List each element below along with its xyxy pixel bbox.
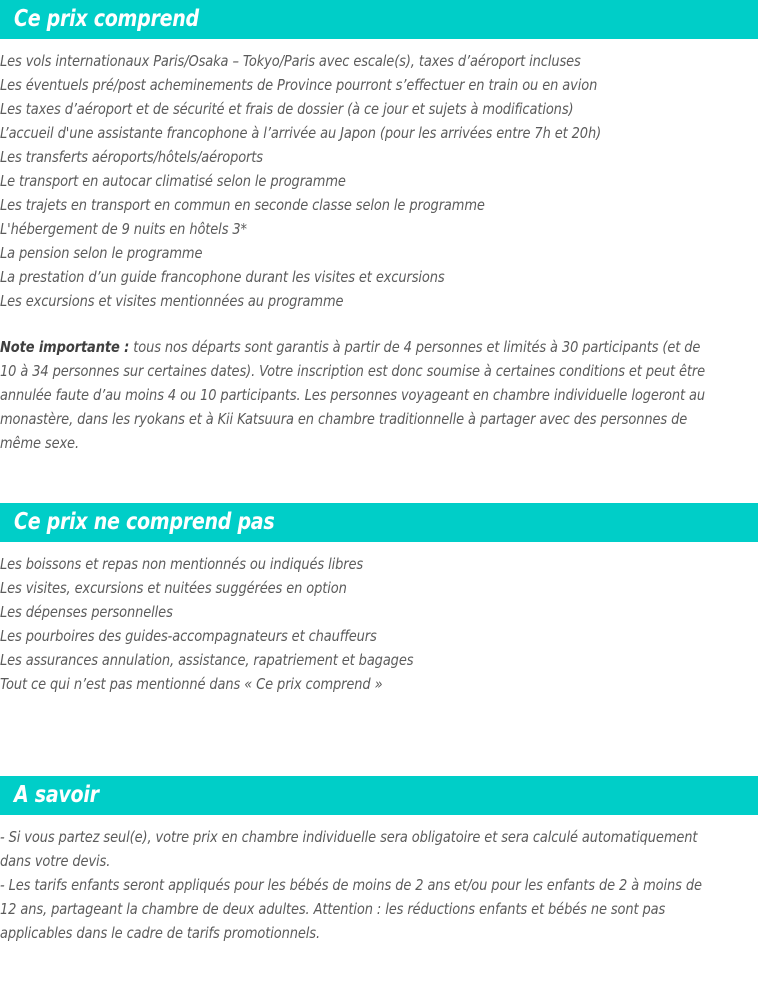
section-title-included: Ce prix comprend	[14, 6, 199, 32]
list-item: La prestation d’un guide francophone durant les visites et excursions	[0, 268, 445, 286]
list-item: Les éventuels pré/post acheminements de Province pourront s’effectuer en train ou en avion	[0, 76, 598, 94]
list-item: L'hébergement de 9 nuits en hôtels 3*	[0, 220, 247, 238]
important-note-block	[0, 313, 758, 455]
list-item: Les vols internationaux Paris/Osaka – Tokyo/Paris avec escale(s), taxes d’aéroport incluses	[0, 52, 581, 70]
section-title-know: A savoir	[14, 782, 99, 808]
list-item: Tout ce qui n’est pas mentionné dans « Ce prix comprend »	[0, 675, 383, 693]
section-header-bar-included	[0, 0, 758, 39]
section-spacer	[0, 455, 758, 503]
list-item: L’accueil d'une assistante francophone à l’arrivée au Japon (pour les arrivées entre 7h et 20h)	[0, 124, 602, 142]
list-item: Les pourboires des guides-accompagnateurs et chauffeurs	[0, 627, 377, 645]
list-item: Les excursions et visites mentionnées au programme	[0, 292, 344, 310]
list-item: Les visites, excursions et nuitées suggérées en option	[0, 579, 347, 597]
list-item: Le transport en autocar climatisé selon le programme	[0, 172, 346, 190]
list-item: Les transferts aéroports/hôtels/aéroports	[0, 148, 263, 166]
section-body-excluded	[0, 542, 758, 696]
section-body-included	[0, 39, 758, 455]
list-item: Les taxes d’aéroport et de sécurité et frais de dossier (à ce jour et sujets à modifications)	[0, 100, 574, 118]
important-note-label: Note importante :	[0, 338, 130, 356]
important-note-text: tous nos départs sont garantis à partir de 4 personnes et limités à 30 participants (et de 10 à 34 personnes sur certaines dates). Votre inscription est donc soumise à certaines conditions et peut être annulée faute d’au moins 4 ou 10 participants. Les personnes voyageant en chambre individuelle logeront au monastère, dans les ryokans et à Kii Katsuura en chambre traditionnelle à partager avec des personnes de même sexe.	[0, 338, 706, 452]
know-paragraph: - Les tarifs enfants seront appliqués pour les bébés de moins de 2 ans et/ou pour les enfants de 2 à moins de 12 ans, partageant la chambre de deux adultes. Attention : les réductions enfants et bébés ne sont pas applicables dans le cadre de tarifs promotionnels.	[0, 876, 702, 942]
section-price-included	[0, 0, 758, 455]
section-price-excluded	[0, 503, 758, 696]
list-item: Les dépenses personnelles	[0, 603, 173, 621]
section-header-bar-know	[0, 776, 758, 815]
list-item: Les assurances annulation, assistance, rapatriement et bagages	[0, 651, 414, 669]
important-note-paragraph	[0, 335, 711, 455]
excluded-item-list	[0, 542, 758, 696]
section-body-know	[0, 815, 758, 945]
section-spacer	[0, 696, 758, 776]
list-item: Les trajets en transport en commun en seconde classe selon le programme	[0, 196, 485, 214]
included-item-list	[0, 39, 758, 313]
list-item: Les boissons et repas non mentionnés ou indiqués libres	[0, 555, 364, 573]
section-header-bar-excluded	[0, 503, 758, 542]
section-title-excluded: Ce prix ne comprend pas	[14, 509, 275, 535]
section-good-to-know	[0, 776, 758, 945]
list-item: La pension selon le programme	[0, 244, 203, 262]
know-paragraph: - Si vous partez seul(e), votre prix en chambre individuelle sera obligatoire et sera calculé automatiquement dans votre devis.	[0, 828, 698, 870]
